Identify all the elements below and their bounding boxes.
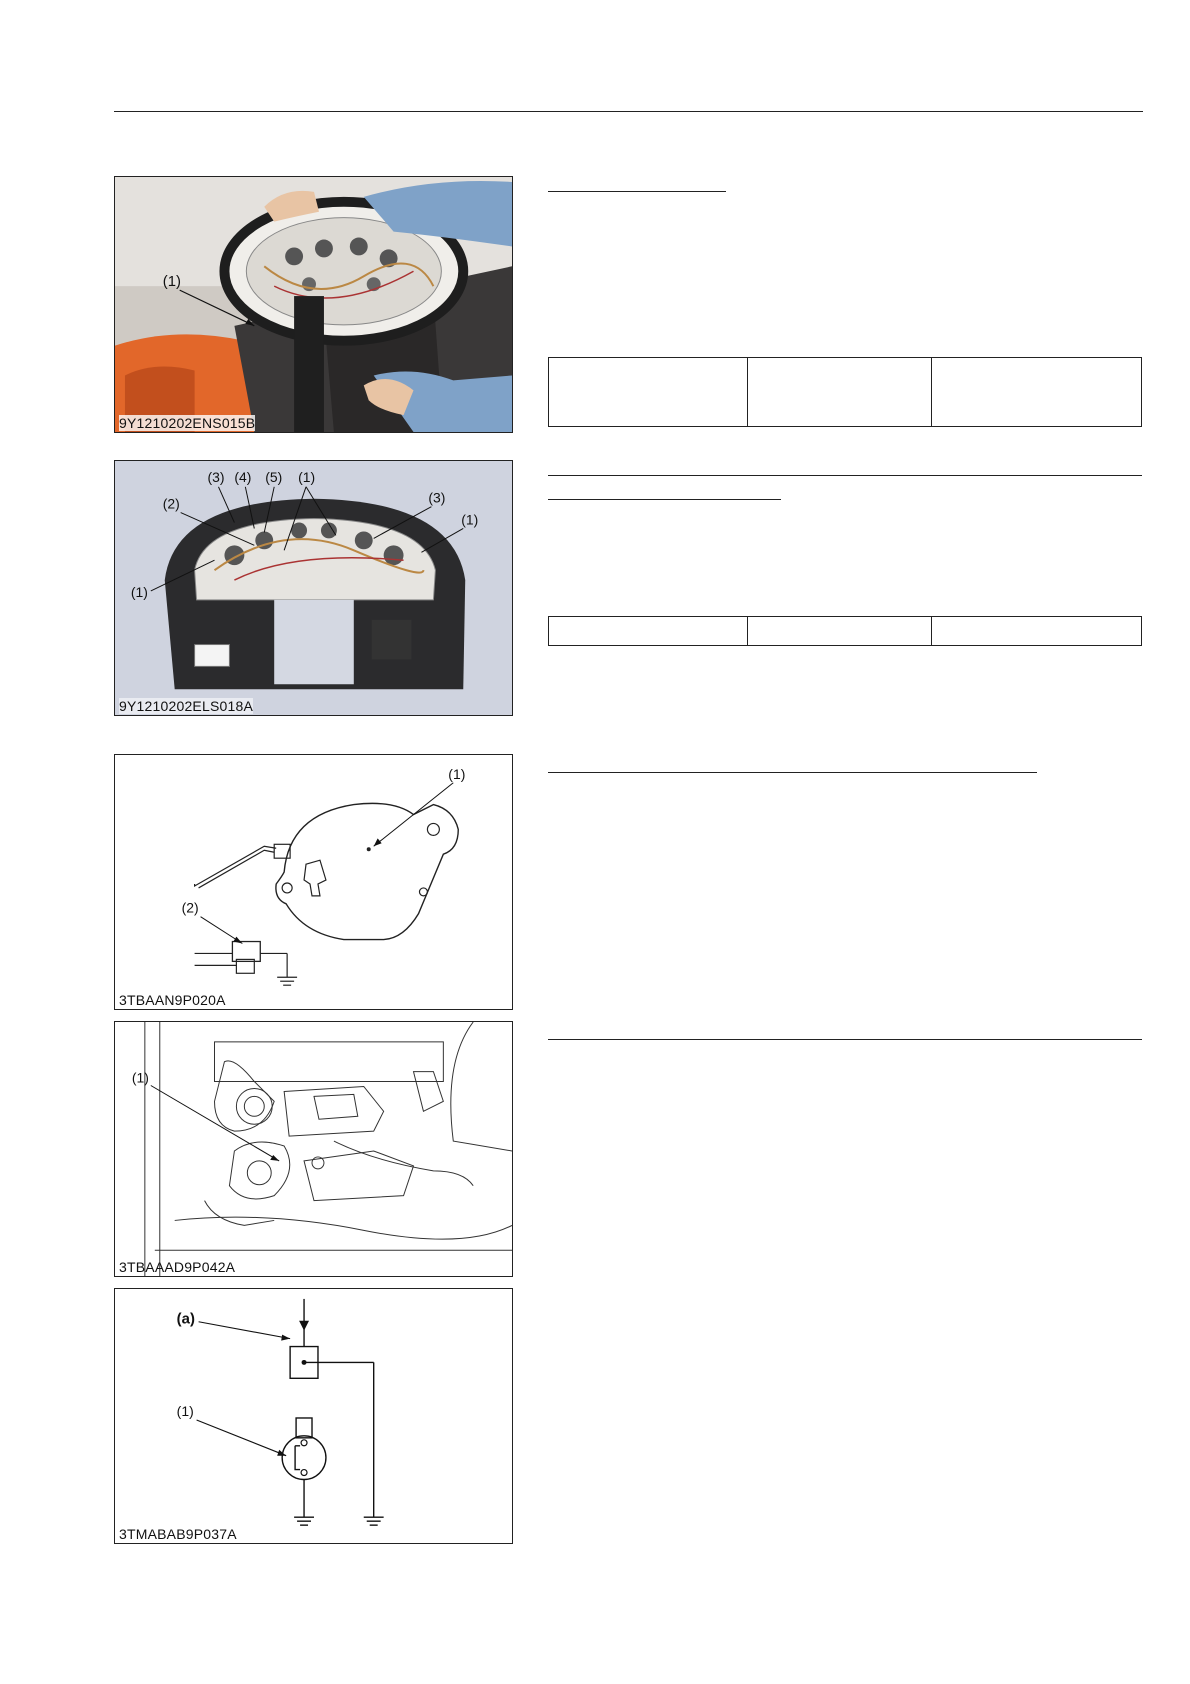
svg-text:(1): (1) [176, 1403, 194, 1419]
figure-code: 9Y1210202ENS015B [119, 415, 256, 431]
svg-text:(1): (1) [130, 583, 148, 600]
svg-text:(2): (2) [162, 495, 180, 512]
spec-table-1-cell [549, 358, 748, 427]
figure-sensor-drawing [114, 754, 513, 1010]
figure-meter-panel-removal [114, 176, 513, 433]
page-header-rule [114, 111, 1143, 112]
figure-code: 3TBAAN9P020A [119, 992, 226, 1008]
svg-text:(1): (1) [298, 468, 316, 485]
svg-text:(1): (1) [461, 511, 479, 528]
spec-table-2-cell [549, 617, 748, 646]
sensor-line-drawing [115, 755, 512, 1009]
figure-engine-bay-drawing [114, 1021, 513, 1277]
spec-table-1-cell [932, 358, 1142, 427]
svg-text:(3): (3) [428, 489, 446, 506]
heading-underline-1 [548, 191, 726, 192]
svg-text:(2): (2) [181, 899, 199, 916]
svg-text:(1): (1) [131, 1069, 149, 1086]
heading-rule-4 [548, 1039, 1142, 1040]
spec-table-1 [548, 357, 1142, 427]
meter-panel-removal-photo [115, 177, 512, 432]
svg-text:(1): (1) [448, 765, 466, 782]
spec-table-2 [548, 616, 1142, 646]
figure-code: 9Y1210202ELS018A [119, 698, 253, 714]
heading-underline-2 [548, 499, 781, 500]
svg-text:(5): (5) [265, 468, 283, 485]
spec-table-2-cell [748, 617, 932, 646]
figure-schematic [114, 1288, 513, 1544]
svg-text:(4): (4) [234, 468, 252, 485]
figure-code: 3TMABAB9P037A [119, 1526, 237, 1542]
svg-text:(3): (3) [207, 468, 225, 485]
circuit-schematic [115, 1289, 512, 1543]
svg-text:(1): (1) [162, 274, 181, 291]
figure-code: 3TBAAAD9P042A [119, 1259, 236, 1275]
spec-table-1-cell [748, 358, 932, 427]
figure-meter-panel-rear [114, 460, 513, 716]
heading-underline-3 [548, 772, 1037, 773]
meter-panel-rear-photo [115, 461, 512, 715]
engine-bay-line-drawing [115, 1022, 512, 1276]
svg-text:(a): (a) [176, 1311, 195, 1328]
heading-rule-2 [548, 475, 1142, 476]
spec-table-2-cell [932, 617, 1142, 646]
